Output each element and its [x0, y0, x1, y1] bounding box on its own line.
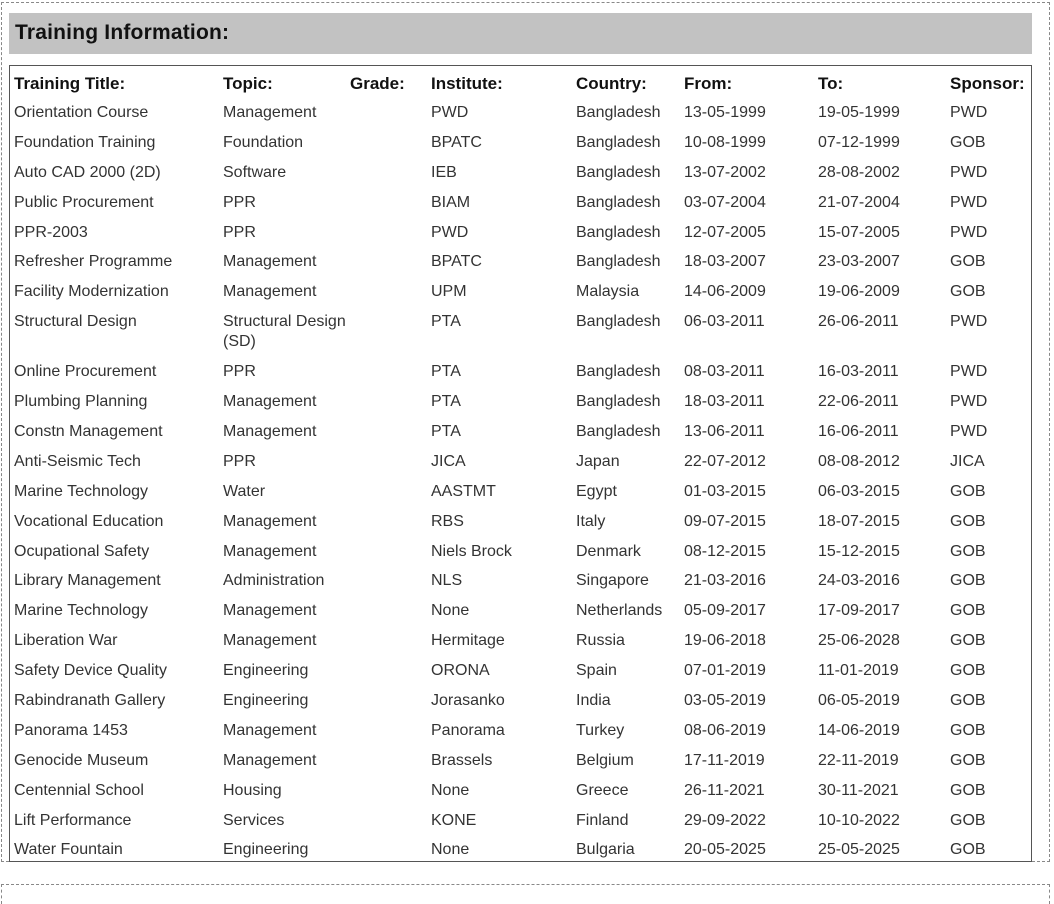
cell-country: Malaysia — [576, 283, 640, 301]
cell-topic: Management — [223, 721, 317, 739]
cell-sponsor: GOB — [950, 721, 986, 739]
cell-institute: ORONA — [431, 662, 490, 680]
cell-from: 05-09-2017 — [684, 602, 766, 620]
table-row — [14, 806, 1030, 836]
cell-title: Ocupational Safety — [14, 542, 150, 560]
cell-country: Belgium — [576, 751, 634, 769]
cell-institute: PWD — [431, 223, 469, 241]
next-section-edge — [1, 884, 1050, 904]
cell-grade — [350, 357, 431, 387]
cell-institute: PWD — [431, 104, 469, 121]
cell-grade — [350, 626, 431, 656]
cell-title: Water Fountain — [14, 841, 123, 859]
table-row — [14, 357, 1030, 387]
cell-country: Spain — [576, 662, 617, 680]
cell-to: 28-08-2002 — [818, 163, 900, 181]
table-row — [14, 307, 1030, 357]
cell-sponsor: GOB — [950, 781, 986, 799]
cell-grade — [350, 277, 431, 307]
cell-country: Singapore — [576, 572, 649, 590]
cell-institute: UPM — [431, 283, 467, 301]
cell-to: 15-07-2005 — [818, 223, 900, 241]
cell-title: Online Procurement — [14, 363, 157, 381]
cell-from: 13-05-1999 — [684, 104, 766, 121]
cell-from: 09-07-2015 — [684, 512, 766, 530]
cell-from: 12-07-2005 — [684, 223, 766, 241]
table-row — [14, 566, 1030, 596]
cell-topic: Management — [223, 751, 317, 769]
cell-from: 19-06-2018 — [684, 632, 766, 650]
cell-country: India — [576, 692, 611, 710]
cell-to: 07-12-1999 — [818, 133, 900, 151]
cell-title: Liberation War — [14, 632, 118, 650]
cell-title: Public Procurement — [14, 193, 154, 211]
header-training-title: Training Title: — [14, 74, 126, 93]
cell-country: Bulgaria — [576, 841, 635, 859]
cell-country: Netherlands — [576, 602, 663, 620]
cell-country: Bangladesh — [576, 163, 661, 181]
cell-to: 19-05-1999 — [818, 104, 900, 121]
table-row — [14, 128, 1030, 158]
cell-institute: None — [431, 781, 470, 799]
cell-grade — [350, 128, 431, 158]
cell-title: Facility Modernization — [14, 283, 169, 301]
cell-institute: PTA — [431, 423, 461, 441]
cell-from: 20-05-2025 — [684, 841, 766, 859]
cell-institute: AASTMT — [431, 482, 496, 500]
cell-sponsor: GOB — [950, 133, 986, 151]
cell-title: Library Management — [14, 572, 161, 590]
cell-sponsor: JICA — [950, 452, 985, 470]
cell-sponsor: PWD — [950, 223, 988, 241]
cell-sponsor: GOB — [950, 662, 986, 680]
cell-sponsor: GOB — [950, 751, 986, 769]
table-header-row — [14, 70, 1030, 98]
cell-to: 30-11-2021 — [818, 781, 899, 799]
table-row — [14, 158, 1030, 188]
cell-title: Lift Performance — [14, 811, 132, 829]
table-row — [14, 218, 1030, 248]
cell-title: Plumbing Planning — [14, 393, 148, 411]
cell-from: 08-03-2011 — [684, 363, 765, 381]
cell-country: Bangladesh — [576, 393, 661, 411]
cell-country: Bangladesh — [576, 253, 661, 271]
cell-from: 08-12-2015 — [684, 542, 766, 560]
cell-grade — [350, 507, 431, 537]
cell-institute: BIAM — [431, 193, 471, 211]
cell-title: Genocide Museum — [14, 751, 149, 769]
cell-topic: Management — [223, 542, 317, 560]
cell-grade — [350, 307, 431, 357]
table-row — [14, 596, 1030, 626]
cell-to: 26-06-2011 — [818, 313, 899, 331]
table-row — [14, 835, 1030, 865]
section-header — [9, 13, 1032, 54]
table-row — [14, 716, 1030, 746]
cell-grade — [350, 716, 431, 746]
cell-institute: NLS — [431, 572, 463, 590]
cell-title: Vocational Education — [14, 512, 164, 530]
cell-topic: Water — [223, 482, 266, 500]
cell-topic: Engineering — [223, 662, 309, 680]
cell-to: 10-10-2022 — [818, 811, 900, 829]
cell-topic: PPR — [223, 363, 256, 381]
cell-to: 14-06-2019 — [818, 721, 900, 739]
header-topic: Topic: — [223, 74, 273, 93]
cell-institute: PTA — [431, 363, 461, 381]
cell-sponsor: PWD — [950, 313, 988, 331]
cell-from: 22-07-2012 — [684, 452, 766, 470]
cell-from: 14-06-2009 — [684, 283, 766, 301]
cell-grade — [350, 477, 431, 507]
table-body — [14, 98, 1030, 865]
cell-sponsor: GOB — [950, 512, 986, 530]
cell-grade — [350, 218, 431, 248]
cell-from: 18-03-2011 — [684, 393, 765, 411]
cell-country: Finland — [576, 811, 629, 829]
cell-topic: Administration — [223, 572, 325, 590]
cell-to: 23-03-2007 — [818, 253, 900, 271]
cell-sponsor: GOB — [950, 253, 986, 271]
header-grade: Grade: — [350, 74, 405, 93]
cell-sponsor: PWD — [950, 163, 988, 181]
cell-sponsor: PWD — [950, 363, 988, 381]
cell-title: Structural Design — [14, 313, 137, 331]
cell-sponsor: GOB — [950, 841, 986, 859]
cell-from: 29-09-2022 — [684, 811, 766, 829]
cell-from: 21-03-2016 — [684, 572, 766, 590]
section-title: Training Information: — [15, 21, 230, 44]
training-table-container — [9, 65, 1032, 862]
cell-topic: Foundation — [223, 133, 304, 151]
cell-grade — [350, 158, 431, 188]
cell-title: Marine Technology — [14, 482, 149, 500]
header-institute: Institute: — [431, 74, 503, 93]
cell-title: Constn Management — [14, 423, 163, 441]
cell-from: 03-05-2019 — [684, 692, 766, 710]
cell-topic: Software — [223, 163, 287, 181]
cell-to: 18-07-2015 — [818, 512, 900, 530]
cell-sponsor: GOB — [950, 602, 986, 620]
cell-country: Japan — [576, 452, 620, 470]
cell-title: Orientation Course — [14, 104, 149, 121]
cell-to: 22-11-2019 — [818, 751, 899, 769]
cell-title: Centennial School — [14, 781, 144, 799]
cell-from: 08-06-2019 — [684, 721, 766, 739]
header-country: Country: — [576, 74, 647, 93]
cell-country: Bangladesh — [576, 133, 661, 151]
cell-topic: PPR — [223, 223, 256, 241]
cell-topic: Engineering — [223, 692, 309, 710]
cell-grade — [350, 806, 431, 836]
cell-institute: Hermitage — [431, 632, 505, 650]
cell-sponsor: GOB — [950, 692, 986, 710]
cell-to: 16-03-2011 — [818, 363, 899, 381]
cell-title: Refresher Programme — [14, 253, 173, 271]
cell-to: 08-08-2012 — [818, 452, 900, 470]
cell-topic: Services — [223, 811, 285, 829]
cell-title: Marine Technology — [14, 602, 149, 620]
cell-country: Bangladesh — [576, 193, 661, 211]
table-row — [14, 776, 1030, 806]
table-row — [14, 387, 1030, 417]
cell-to: 25-05-2025 — [818, 841, 900, 859]
cell-institute: RBS — [431, 512, 464, 530]
cell-country: Bangladesh — [576, 423, 661, 441]
cell-sponsor: PWD — [950, 193, 988, 211]
table-row — [14, 417, 1030, 447]
cell-institute: PTA — [431, 393, 461, 411]
cell-sponsor: GOB — [950, 283, 986, 301]
cell-title: Auto CAD 2000 (2D) — [14, 163, 161, 181]
cell-grade — [350, 746, 431, 776]
cell-grade — [350, 188, 431, 218]
cell-sponsor: PWD — [950, 393, 988, 411]
cell-topic: Engineering — [223, 841, 309, 859]
cell-topic: Management — [223, 602, 317, 620]
cell-topic: Management — [223, 104, 317, 121]
cell-country: Bangladesh — [576, 363, 661, 381]
cell-to: 21-07-2004 — [818, 193, 900, 211]
cell-to: 17-09-2017 — [818, 602, 900, 620]
training-section — [1, 2, 1050, 862]
cell-from: 18-03-2007 — [684, 253, 766, 271]
cell-title: Anti-Seismic Tech — [14, 452, 141, 470]
cell-grade — [350, 98, 431, 128]
cell-title: Rabindranath Gallery — [14, 692, 166, 710]
cell-from: 03-07-2004 — [684, 193, 766, 211]
cell-country: Denmark — [576, 542, 641, 560]
table-row — [14, 537, 1030, 567]
table-row — [14, 626, 1030, 656]
cell-grade — [350, 656, 431, 686]
cell-to: 15-12-2015 — [818, 542, 900, 560]
cell-institute: KONE — [431, 811, 477, 829]
cell-to: 24-03-2016 — [818, 572, 900, 590]
table-row — [14, 507, 1030, 537]
cell-from: 07-01-2019 — [684, 662, 766, 680]
cell-sponsor: GOB — [950, 482, 986, 500]
cell-country: Bangladesh — [576, 104, 661, 121]
cell-sponsor: PWD — [950, 423, 988, 441]
cell-institute: JICA — [431, 452, 466, 470]
cell-title: Safety Device Quality — [14, 662, 167, 680]
cell-institute: IEB — [431, 163, 457, 181]
cell-topic: Management — [223, 632, 317, 650]
cell-grade — [350, 596, 431, 626]
cell-grade — [350, 835, 431, 865]
cell-institute: Panorama — [431, 721, 505, 739]
table-row — [14, 477, 1030, 507]
cell-from: 13-07-2002 — [684, 163, 766, 181]
cell-sponsor: GOB — [950, 632, 986, 650]
cell-country: Russia — [576, 632, 625, 650]
cell-institute: None — [431, 841, 470, 859]
header-sponsor: Sponsor: — [950, 74, 1025, 93]
cell-topic: Management — [223, 423, 317, 441]
cell-to: 19-06-2009 — [818, 283, 900, 301]
table-row — [14, 746, 1030, 776]
cell-topic: Structural Design (SD) — [223, 313, 346, 351]
cell-institute: Jorasanko — [431, 692, 505, 710]
cell-institute: BPATC — [431, 253, 482, 271]
cell-country: Bangladesh — [576, 313, 661, 331]
cell-from: 10-08-1999 — [684, 133, 766, 151]
cell-grade — [350, 447, 431, 477]
cell-topic: PPR — [223, 452, 256, 470]
header-from: From: — [684, 74, 733, 93]
table-row — [14, 188, 1030, 218]
cell-grade — [350, 537, 431, 567]
cell-sponsor: GOB — [950, 572, 986, 590]
cell-grade — [350, 387, 431, 417]
table-row — [14, 686, 1030, 716]
cell-country: Turkey — [576, 721, 625, 739]
cell-topic: Management — [223, 512, 317, 530]
cell-grade — [350, 566, 431, 596]
cell-grade — [350, 776, 431, 806]
cell-to: 22-06-2011 — [818, 393, 899, 411]
cell-to: 06-05-2019 — [818, 692, 900, 710]
cell-institute: BPATC — [431, 133, 482, 151]
cell-institute: None — [431, 602, 470, 620]
cell-topic: PPR — [223, 193, 256, 211]
cell-grade — [350, 686, 431, 716]
cell-title: PPR-2003 — [14, 223, 88, 241]
cell-grade — [350, 417, 431, 447]
table-row — [14, 656, 1030, 686]
cell-country: Italy — [576, 512, 606, 530]
cell-title: Panorama 1453 — [14, 721, 128, 739]
cell-topic: Management — [223, 393, 317, 411]
cell-to: 16-06-2011 — [818, 423, 899, 441]
cell-country: Greece — [576, 781, 629, 799]
cell-to: 06-03-2015 — [818, 482, 900, 500]
cell-topic: Management — [223, 253, 317, 271]
cell-institute: Brassels — [431, 751, 493, 769]
cell-from: 13-06-2011 — [684, 423, 765, 441]
table-row — [14, 98, 1030, 128]
training-table — [14, 70, 1030, 865]
header-to: To: — [818, 74, 844, 93]
cell-topic: Management — [223, 283, 317, 301]
cell-topic: Housing — [223, 781, 282, 799]
cell-from: 26-11-2021 — [684, 781, 765, 799]
cell-title: Foundation Training — [14, 133, 156, 151]
cell-to: 11-01-2019 — [818, 662, 899, 680]
table-row — [14, 277, 1030, 307]
cell-institute: Niels Brock — [431, 542, 512, 560]
cell-sponsor: PWD — [950, 104, 988, 121]
cell-grade — [350, 247, 431, 277]
cell-sponsor: GOB — [950, 811, 986, 829]
cell-from: 17-11-2019 — [684, 751, 765, 769]
table-row — [14, 247, 1030, 277]
cell-country: Egypt — [576, 482, 617, 500]
cell-institute: PTA — [431, 313, 461, 331]
cell-sponsor: GOB — [950, 542, 986, 560]
table-row — [14, 447, 1030, 477]
cell-from: 01-03-2015 — [684, 482, 766, 500]
cell-to: 25-06-2028 — [818, 632, 900, 650]
cell-country: Bangladesh — [576, 223, 661, 241]
cell-from: 06-03-2011 — [684, 313, 765, 331]
